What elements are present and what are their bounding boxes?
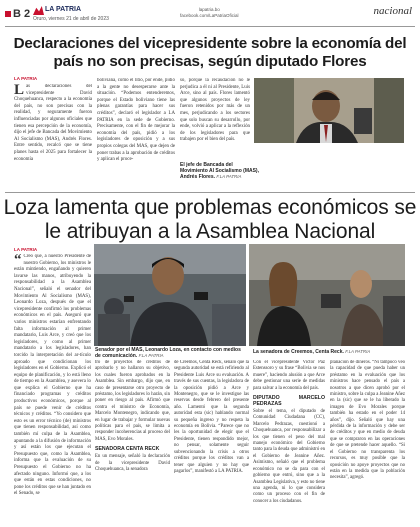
article2-text-4b: Sobre el tema, el diputado de Comunidad Ciudadana (CC), Marcelo Pedrazas, cuestionó a Choquehuanca, por responsabilizar a los que tienen el peso del mal manejo económico del Gobierno tanto para la deuda que administró en el Gobierno de Jeanine Añez. Asimismo, señaló que el problema económico no se da para con el gobierno que entró, sino que a la Asamblea Legislativa, y esto no tiene una agenda, ni lo que considera como un proceso con el fin de conocer a los ciudadanos.: [253, 409, 325, 504]
article1-credit: F.LA PATRIA: [216, 174, 242, 179]
article2-text-4: Con el vicepresidente Victor Paz Estenssoro y su frase “Bolivia se nos muere”, haciendo alusión a que Arce debe gestionar una serie de medidas para salvar a la economía del país.: [253, 360, 325, 391]
newspaper-logo: [33, 6, 119, 22]
logo-mark-icon: [33, 6, 44, 15]
article2-caption-left: [95, 347, 245, 359]
article2-caption-right-text: La senadora de Creemos, Centa Reck.: [253, 349, 344, 355]
photo-andres-flores: [254, 78, 404, 143]
article1-headline: Declaraciones del vicepresidente sobre la economía del país no son precisas, según diputado Flores: [13, 35, 407, 70]
paper-name: LA PATRIA: [45, 6, 82, 13]
header-rule: [5, 26, 415, 27]
article2-text-1: Creo que, a nuestro Presidente de nuestro Gobierno, los ministros le están mintiendo, engañando y quieren lavarse las manos, atribuyendo la responsabilidad a la Asamblea Nacional”, señaló el senador del Movimiento Al Socialismo (MAS), Leonardo Loza, después de que el vicepresidente confirmó los problemas económicos en el país. Aseguró que varios ministros estarían enfrentando falta información al primer mandatario, Luis Arce, y creó que los legisladores, y como al primer mandatario a los legisladores, han torcido la interpretación del ar-tículo aproado que condicionan los legisladores en el Gobierno. Explicó el equipo de planificación, y lo está lleno de tiempo en la Asamblea, y asevera lo que explica el Gobierno que ha financiado programas y créditos productivos económicos, porque al país se puede venir de créditos técnicos y créditos. “Yo considero que esto es un error técnico (de) ministros que tienen responsabilidad, así como también mí culpa de la Asamblea, apuntando a la difusión de información y así están los que ejecutan el Presupuesto que, como la Asamblea, informa que la evaluación de su Presupuesto el Gobierno no ha afectado ninguno. Informó que, a los que están en estas condiciones, no pone los créditos que se han juntado en el Senado, se: [14, 254, 91, 497]
article1-source: LA PATRIA: [14, 76, 38, 81]
article2-column-1: [14, 254, 91, 522]
subhead-centa-reck: SENADORA CENTA RECK: [95, 446, 160, 453]
article2-text-2b: En un mensaje, señaló la declaración de la vicepresidente David Choquehuanca, la senadora: [95, 454, 170, 473]
web-line-2: facebook.com/LaPatriaOficial: [180, 13, 239, 18]
article2-source: LA PATRIA: [14, 247, 38, 252]
page-marker: [5, 11, 11, 17]
article2-caption-left-text: Senador por el MAS, Leonardo Loza, en contacto con medios de comunicación.: [95, 347, 241, 359]
page-header: [0, 0, 420, 26]
page-label: B 2: [13, 8, 31, 20]
article-divider: [5, 192, 415, 193]
article1-caption: [180, 162, 260, 180]
article2-column-3: de Creemos, Centa Reck, señaló que la segunda autoridad se está refiriendo al Presidente Luis Arce su evaluación. A través de sus cuentas, la legisladora de la oposición pidió a Arce y Montenegro, que se le investigue las reservas desde febrero del presente año. Lamentó que la segunda autoridad esta (sic) hablando normal su pequeña ingreso y no respeta la economía en Bolivia. “Parece que no les la oportunidad de elegir que el Presidente, tienen respondido mejor, no pensar, solamente seguir subvencionando la crisis a otros créditos porque los créditos van a tener que alguien y no hay que pagarlos”, manifestó a LA PATRIA.: [174, 360, 249, 474]
article2-caption-right: [253, 349, 403, 355]
article2-column-5: planación de dineros. “Ni tampoco veo la capacidad de que pueda haber un préstamo en la evaluación que los ministros hace pensado el país a nosotros a que dicen aprobó por el ministro, sobre la culpa a Jeanine Añez en la (sic) que se le ha liberado la imagen de Evo Morales porque también ha estado en el poder 14 años”, dijo. Señaló que hay una pérdida de la información y debe ser de créditos y que en medio de deuda que se compraron en las operaciones de que se pretende hacer aquello. “Si el Gobierno no transparenta los recursos, es muy posible que la oposición no apoye proyectos que no están en la medida que la población necesita”, agregó.: [330, 360, 405, 481]
photo-leonardo-loza: [94, 244, 246, 346]
subhead-marcelo-pedrazas: DIPUTADO MARCELO PEDRAZAS: [253, 395, 325, 408]
article1-column-3: so, porque la recaudación no le perjudica a él ni al Presidente, Luis Arce, sino al país. Flores lamentó que algunos proyectos de ley fueron retenidos por más de un mes, perjudicando a los sectores que solo buscan su desarrollo, por ende, volvió a aplicar a la reflexión de los legisladores para que trabajen por el bien del país.: [180, 78, 250, 143]
web-line-1: lapatria.bo: [198, 7, 220, 12]
article1-caption-text: El jefe de Bancada del Movimiento Al Socialismo (MAS), Andrés Flores.: [180, 162, 259, 180]
section-label: nacional: [373, 5, 412, 17]
article1-text-1: as declaraciones del vicepresidente David Choquehuanca, respecto a la economía del país, no son precisas con la realidad, y seguramente fueron influenciadas por algunos oficiales que tienen esa percepción de la economía, dijo el jefe de Bancada del Movimiento Al Socialismo (MAS), Andrés Flores. Entre sentido, recalcó que se tiene planes hasta el 2025 para fortalecer la economía: [14, 84, 92, 162]
date-line: Oruro, viernes 21 de abril de 2023: [33, 16, 109, 22]
article2-column-2: [95, 360, 170, 522]
page-number: [5, 8, 30, 20]
photo-centa-reck: [249, 244, 405, 346]
web-links: [180, 7, 239, 19]
dropcap: L: [14, 84, 25, 98]
article2-credit-right: F.LA PATRIA: [345, 349, 371, 354]
article1-column-2: boliviana, como el litio, por ende, pidió a la gente no desesperarse ante la situación. “Podemos entenderemos, porque el Estado boliviano tiene las plenas garantías para hacer sus créditos”, declaró el legislador a LA PATRIA en la sede de Gobierno. Precisamente, con el fin de mejorar la economía del país, pidió a los legisladores de oposición y a sus propios colegas del MAS, que dejen de poner trabas a la aprobación de créditos y aplican el proce-: [97, 78, 175, 163]
quote-mark: “: [14, 254, 22, 268]
article1-column-1: [14, 84, 92, 190]
article2-headline: Loza lamenta que problemas económicos se le atribuyan a la Asamblea Nacional: [3, 196, 417, 243]
article2-credit-left: F.LA PATRIA: [138, 353, 164, 358]
article2-text-2: tro de proyectos de créditos de aprobarlo y no hallaron su objetivo, los cuales fueron aprobados en la Asamblea. Sin embargo, dijo que, en caso de presentarse otro proyecto de préstamo, los legisladores lo harán, sin poner en riesgo al país. Afirmó que contra el ministro de Economía, Marcelo Montenegro, indicando que, en lugar de trabajar y formular nuevas políticas para el país, se limita a responder incoherencias al proceso del MAS, Evo Morales.: [95, 360, 170, 442]
article2-column-4: [253, 360, 325, 522]
